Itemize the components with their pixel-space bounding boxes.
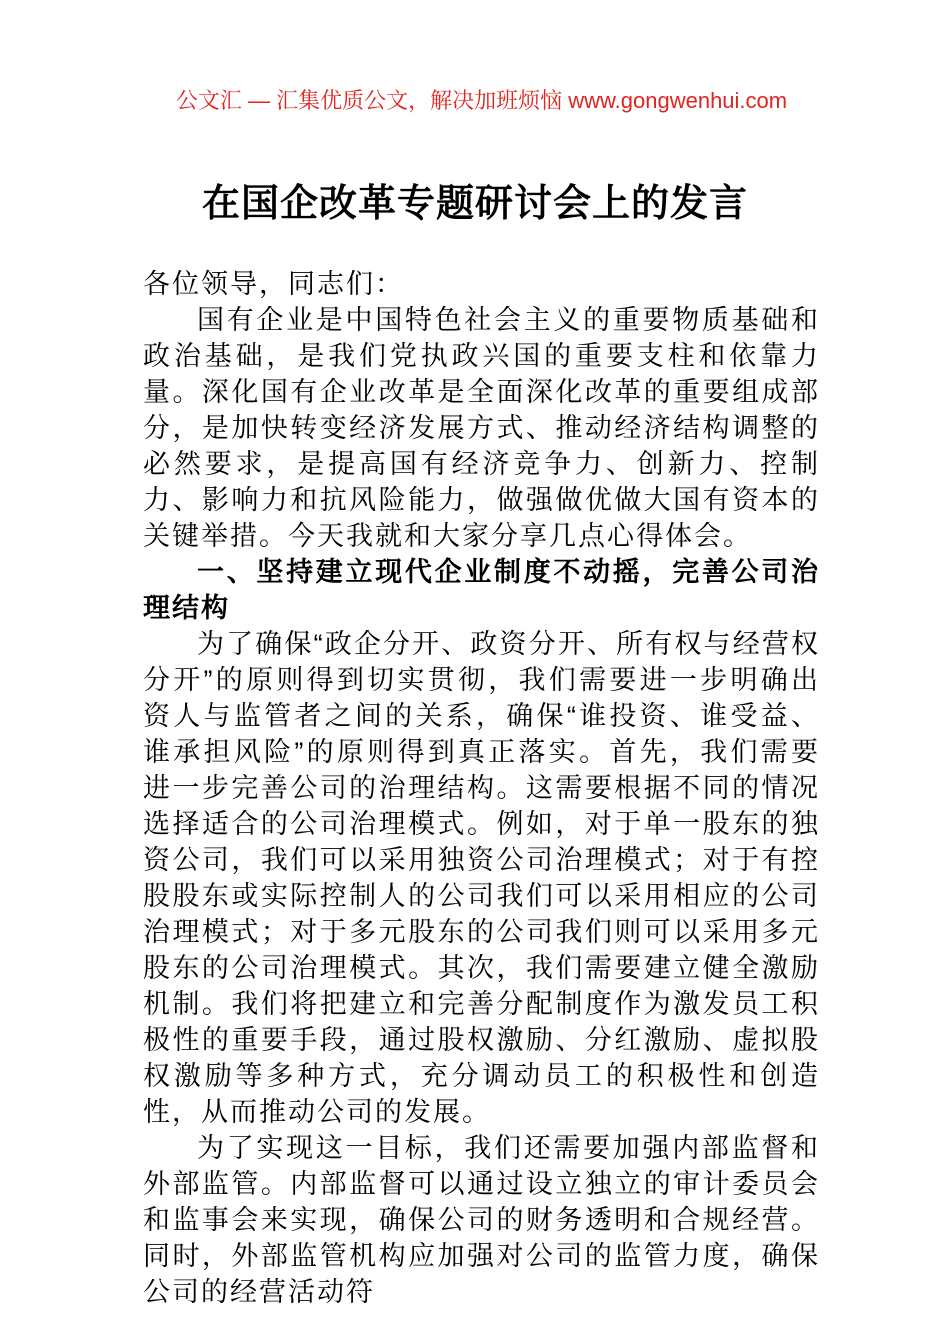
paragraph-governance: 为了确保“政企分开、政资分开、所有权与经营权分开”的原则得到切实贯彻，我们需要进一步明确出资人与监管者之间的关系，确保“谁投资、谁受益、谁承担风险”的原则得到真正落实。首先，我们需要进一步完善公司的治理结构。这需要根据不同的情况选择适合的公司治理模式。例如，对于单一股东的独资公司，我们可以采用独资公司治理模式；对于有控股股东或实际控制人的公司我们可以采用相应的公司治理模式；对于多元股东的公司我们则可以采用多元股东的公司治理模式。其次，我们需要建立健全激励机制。我们将把建立和完善分配制度作为激发员工积极性的重要手段，通过股权激励、分红激励、虚拟股权激励等多种方式，充分调动员工的积极性和创造性，从而推动公司的发展。	[143, 629, 820, 1127]
paragraph-salutation: 各位领导，同志们：	[143, 269, 404, 299]
watermark-header: 公文汇 — 汇集优质公文，解决加班烦恼 www.gongwenhui.com	[175, 88, 788, 113]
paragraph-supervision: 为了实现这一目标，我们还需要加强内部监督和外部监管。内部监督可以通过设立独立的审计委员会和监事会来实现，确保公司的财务透明和合规经营。同时，外部监管机构应加强对公司的监管力度，确保公司的经营活动符	[143, 1133, 820, 1307]
section-heading: 一、坚持建立现代企业制度不动摇，完善公司治理结构	[143, 557, 820, 623]
page-title: 在国企改革专题研讨会上的发言	[201, 183, 748, 225]
document-body	[143, 266, 820, 1310]
paragraph-intro: 国有企业是中国特色社会主义的重要物质基础和政治基础，是我们党执政兴国的重要支柱和依靠力量。深化国有企业改革是全面深化改革的重要组成部分，是加快转变经济发展方式、推动经济结构调整的必然要求，是提高国有经济竞争力、创新力、控制力、影响力和抗风险能力，做强做优做大国有资本的关键举措。今天我就和大家分享几点心得体会。	[143, 305, 820, 551]
